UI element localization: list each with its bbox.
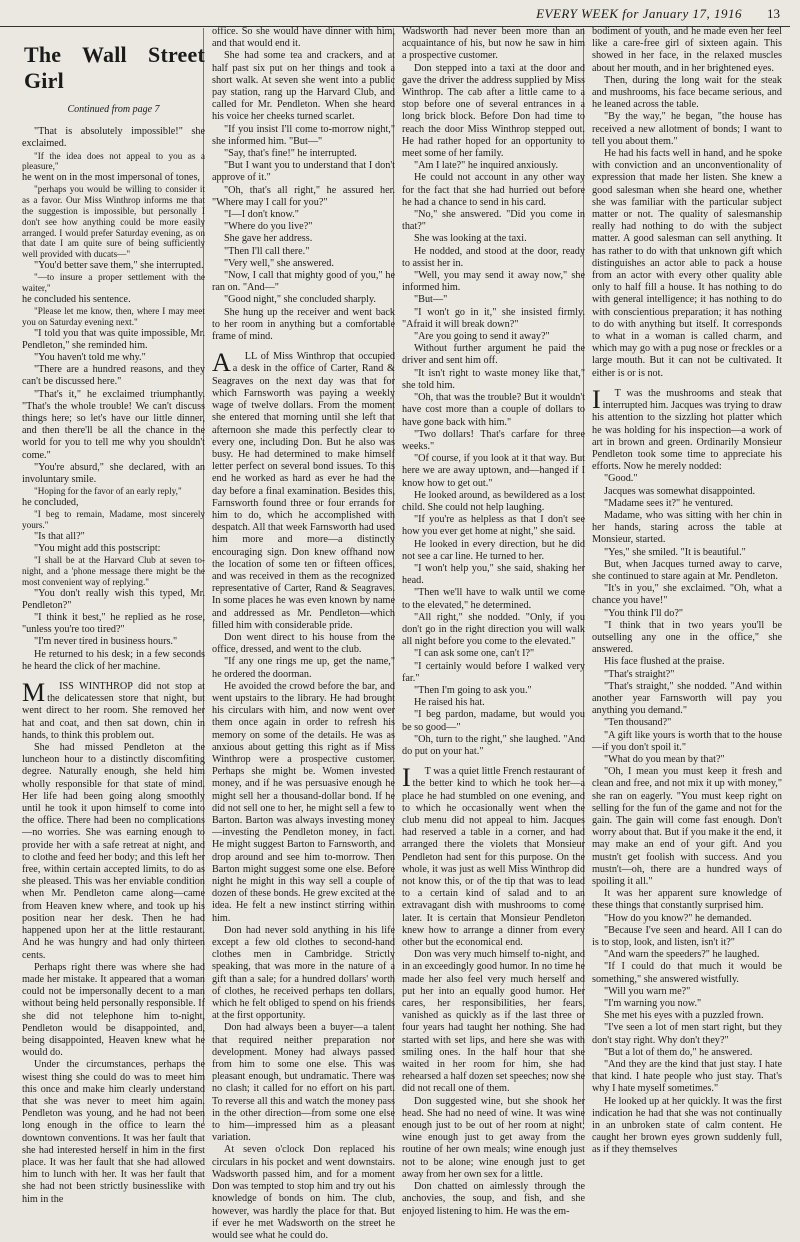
paragraph: "Yes," she smiled. "It is beautiful." <box>604 546 746 558</box>
paragraph: "Then we'll have to walk until we come to the elevated," he determined. <box>402 587 585 611</box>
paragraph: Wadsworth had never been more than an acquaintance of his, but now he saw in him a prospective customer. <box>402 26 585 62</box>
paragraph: "Well, you may send it away now," she informed him. <box>402 270 585 294</box>
paragraph: "And warn the speeders?" he laughed. <box>604 949 760 961</box>
paragraph: "I—I don't know." <box>224 209 299 221</box>
paragraph: "You're absurd," she declared, with an involuntary smile. <box>22 461 205 486</box>
paragraph: "I think it best," he replied as he rose, "unless you're too tired?" <box>22 612 205 636</box>
paragraph: Without further argument he paid the driver and sent him off. <box>402 343 585 367</box>
paragraph: "Say, that's fine!" he interrupted. <box>224 148 357 160</box>
paragraph: He could not account in any other way for the fact that she had hurried out before he had a chance to send in his card. <box>402 172 585 208</box>
paragraph: "Are you going to send it away?" <box>414 331 550 343</box>
paragraph: "Oh, that was the trouble? But it wouldn't have cost more than a couple of dollars to have gone back with him." <box>402 392 585 428</box>
section-opening: IT was a quiet little French restaurant of the better kind to which he took her—a place he had stumbled on one evening, and to which he occasionally went when the club menu did not appeal to him. Jacques had reserved a table in a corner, and had arranged there the violets that Monsieur Pendleton had sent for this purpose. On the whole, it was just as well Miss Winthrop did not know this, or of the tip that was to lead to a certain kind of salad and to an extravagant dish with mushrooms to come later. It is certain that Monsieur Pendleton knew how to arrange a dinner from every other but the economical end. <box>402 763 585 949</box>
paragraph: "Oh, that's all right," he assured her. "Where may I call for you?" <box>212 184 395 208</box>
page-header <box>0 4 790 27</box>
paragraph: She had missed Pendleton at the luncheon hour to a distinctly discomfiting degree. Naturally enough, she held him wholly responsible for that state of mind. Her life had been going along smoothly until he took it upon himself to come into the office. There had been no complications—no worries. She was earning enough to provide her with a safe retreat at night, and to clothe and feed her body; and this left her free, within certain accepted limits, to do as she pleased. This was her enviable condition when Mr. Pendleton came along—came from Heaven knew where, and took up his position near her desk. Then he had happened upon her at the little restaurant. And he was hungry and had only thirteen cents. <box>22 742 205 961</box>
paragraph: "Because I've seen and heard. All I can do is to stop, look, and listen, isn't it?" <box>592 924 782 949</box>
paragraph: "If I could do that much it would be something," she answered wistfully. <box>592 961 782 985</box>
paragraph: "But—" <box>414 294 448 306</box>
paragraph: She was looking at the taxi. <box>414 233 527 245</box>
paragraph: "If any one rings me up, get the name," he ordered the doorman. <box>212 656 395 680</box>
paragraph: "I won't help you," she said, shaking her head. <box>402 562 585 587</box>
paragraph: He returned to his desk; in a few seconds he heard the click of her machine. <box>22 648 205 672</box>
paragraph: Don stepped into a taxi at the door and gave the driver the address supplied by Miss Winthrop. The cab after a little came to a stop before one of several entrances in a long brick block. Before Don had time to reach the door Miss Winthrop stepped out. He had rather hoped for an opportunity to meet some of her family. <box>402 62 585 160</box>
paragraph: he went on in the most impersonal of tones, <box>22 172 200 184</box>
paragraph: "Is that all?" <box>34 530 85 542</box>
letter-text: "—to insure a proper settlement with the waiter," <box>22 272 205 293</box>
paragraph: "Then I'll call there." <box>224 245 310 257</box>
paragraph: "That is absolutely impossible!" she exclaimed. <box>22 126 205 150</box>
paragraph: "You haven't told me why." <box>34 351 146 363</box>
paragraph: "That's it," he exclaimed triumphantly. "That's the whole trouble! We can't discuss things here; so let's have our little dinner, and then there'll be all the chance in the world for you to tell me why you shouldn't come." <box>22 388 205 461</box>
paragraph: "Good." <box>604 473 638 485</box>
paragraph: "What do you mean by that?" <box>604 753 725 765</box>
continued-note: Continued from page 7 <box>67 104 160 115</box>
section-opening: ALL of Miss Winthrop that occupied a desk in the office of Carter, Rand & Seagraves on the next day was that for which Farnsworth was paying a weekly wage of twelve dollars. From the moment she entered that morning until she left that afternoon she made this perfectly clear to every one, including Don. But he also was busy. He had determined to make himself letter perfect on several bond issues. To this end he worked as hard as ever he had the day before a final examination. Besides this, Farnsworth found three or four errands for him to do, which he accomplished with despatch. All that week Farnsworth had used him more and more—a distinctly encouraging sign. Don knew offhand now the location of some ten or fifteen offices, and was received in them as the recognized representative of Carter, Rand & Seagraves. In some places he was even known by name and addressed as Mr. Pendleton—which filled him with considerable pride. <box>212 348 395 631</box>
paragraph: It was her apparent sure knowledge of these things that constantly surprised him. <box>592 888 782 912</box>
paragraph: He avoided the crowd before the bar, and went upstairs to the library. He had brought his circulars with him, and now went over them once again in order to refresh his memory on some of the details. He was as anxious about getting this right as if Miss Winthrop were a prospective customer. Perhaps she might be. Women invested money, and if he was persuasive enough he might sell her a thousand-dollar bond. If he did not sell one to her, he might sell a few to Barton. Barton was always investing money—investing the Pendleton money, in fact. He might suggest Barton to Farnsworth, and drop around and see him to-morrow. Then Barton might suggest some one else. Before night he might in this way sell a couple of dozen of these bonds. He grew excited at the idea. He felt a new instinct stirring within him. <box>212 680 395 924</box>
paragraph: Don was very much himself to-night, and in an exceedingly good humor. In no time he made her also feel very much herself and put her into an equally good humor. Her cares, her responsibilities, her fears, vanished as quickly as if the last three or four years had taught her nothing. She had started with set lips, and here she was with smiling ones. In the half hour that she waited in her room for him, she had rehearsed a half dozen set speeches; now she did not recall one of them. <box>402 949 586 1095</box>
paragraph: "I beg pardon, madame, but would you be so good—" <box>402 709 585 733</box>
paragraph: She met his eyes with a puzzled frown. <box>604 1010 764 1022</box>
paragraph: Don had never sold anything in his life except a few old clothes to second-hand clothes men in Cambridge. Strictly speaking, that was more in the nature of a gift than a sale; for a hundred dollars' worth of clothes, he received perhaps ten dollars, which he felt obliged to spend on his friends at the first opportunity. <box>212 924 395 1022</box>
paragraph: "Will you warn me?" <box>604 985 691 997</box>
paragraph: Then, during the long wait for the steak and mushrooms, his face became serious, and he leaned across the table. <box>592 74 782 111</box>
paragraph: "I think that in two years you'll be outselling any one in the office," she answered. <box>592 619 782 656</box>
paragraph: "Two dollars! That's carfare for three weeks." <box>402 428 585 452</box>
story-title: The Wall Street Girl <box>24 42 205 93</box>
paragraph: He had his facts well in hand, and he spoke with conviction and an unconventionality of expression that made her listen. She knew a good salesman when she heard one, whether she was familiar with the particular subject matter or not. The quality of salesmanship really had nothing to do with the subject matter. A good salesman can sell anything. It has rather to do with that unknown gift which distinguishes an actor able to pack a house from an actor with every other quality able only to half fill a house. It has nothing to do with general intelligence; it has nothing to do with conscientious preparation; it has nothing to do with anything but itself. It corresponds to what in a woman is called charm, and which may go with a pug nose or freckles or a large mouth. But it can not be cultivated. It either is or is not. <box>592 148 782 379</box>
paragraph: "Where do you live?" <box>224 221 313 233</box>
paragraph: "All right," she nodded. "Only, if you don't go in the right direction you will walk all night before you come to the elevated." <box>402 611 585 648</box>
paragraph: "Now, I call that mighty good of you," he ran on. "And—" <box>212 270 395 294</box>
paragraph: "I certainly would before I walked very far." <box>402 660 585 684</box>
column-4 <box>592 26 782 1156</box>
paragraph: "How do you know?" he demanded. <box>604 912 752 924</box>
paragraph: "Madame sees it?" he ventured. <box>604 497 734 509</box>
paragraph: "Oh, I mean you must keep it fresh and clean and free, and not mix it up with money," she ran on eagerly. "You must keep right on selling for the fun of the game and not for the gain. The gain will come fast enough. Don't worry about that. But if you make it the end, it may make an end of your gift. And you mustn't get foolish with success. And you mustn't—oh, there are a hundred ways of spoiling it all." <box>592 766 782 888</box>
paragraph: "You think I'll do?" <box>604 607 684 619</box>
paragraph: "No," she answered. "Did you come in that?" <box>402 209 585 233</box>
paragraph: "I can ask some one, can't I?" <box>414 648 535 660</box>
paragraph: She had some tea and crackers, and at half past six put on her things and took a short walk. At seven she went into a public pay station, rang up the Harvard Club, and called for Mr. Pendleton. When she heard his voice her cheeks turned scarlet. <box>212 50 395 123</box>
publication-line: EVERY WEEK for January 17, 1916 <box>536 6 742 21</box>
letter-text: "I shall be at the Harvard Club at seven to-night, and a 'phone message there might be the most convenient way of replying." <box>22 555 205 587</box>
letter-text: "Please let me know, then, where I may meet you on Saturday evening next." <box>22 305 205 327</box>
paragraph: He looked in every direction, but he did not see a car line. He turned to her. <box>402 538 585 562</box>
paragraph: "A gift like yours is worth that to the house—if you don't spoil it." <box>592 729 782 753</box>
paragraph: "Good night," she concluded sharply. <box>224 294 376 306</box>
letter-text: "perhaps you would be willing to consider it as a favor. Our Miss Winthrop informs me that the suggestion is impossible, but personally I don't see how anything could be more easily arranged. I would prefer Saturday evening, as on that date I am quite sure of being sufficiently well provided with ducats—" <box>22 184 205 260</box>
paragraph: Jacques was somewhat disappointed. <box>604 485 756 497</box>
paragraph: "I told you that was quite impossible, Mr. Pendleton," she reminded him. <box>22 327 205 351</box>
section-opening: IT was the mushrooms and steak that interrupted him. Jacques was trying to draw his attention to the sizzling hot platter which he was holding for his inspection—a work of art in brown and green. Ordinarily Monsieur Pendleton took some time to appreciate his efforts. Now he merely nodded: <box>592 384 782 473</box>
paragraph: "That's straight," she nodded. "And within another year Farnsworth will pay you anything you demand." <box>592 680 782 717</box>
paragraph: She hung up the receiver and went back to her room in anything but a comfortable frame of mind. <box>212 306 395 343</box>
paragraph: Madame, who was sitting with her chin in her hands, staring across the table at Monsieur, started. <box>592 509 782 546</box>
paragraph: Don suggested wine, but she shook her head. She had no need of wine. It was wine enough just to be out of her room at night; wine enough just to get away from the routine of her own meals; wine enough just not to be alone; wine enough just to get away from her own sex for a little. <box>402 1095 585 1180</box>
column-3 <box>402 26 586 1217</box>
paragraph: "If you insist I'll come to-morrow night," she informed him. "But—" <box>212 123 395 147</box>
paragraph: "If you're as helpless as that I don't see how you ever get home at night," she said. <box>402 514 585 538</box>
paragraph: "Ten thousand?" <box>604 717 672 729</box>
letter-text: "If the idea does not appeal to you as a pleasure," <box>22 150 205 172</box>
paragraph: "Of course, if you look at it that way. But here we are away uptown, and—hanged if I know how to get out." <box>402 453 585 489</box>
paragraph: "Oh, turn to the right," she laughed. "And do put on your hat." <box>402 733 585 757</box>
paragraph: She gave her address. <box>224 233 313 245</box>
paragraph: He raised his hat. <box>414 697 485 709</box>
paragraph: Perhaps right there was where she had made her mistake. It appeared that a woman could not be impersonally decent to a man without being held personally responsible. If she did not telephone him to-night, Pendleton would be disappointed, and, being disappointed, Heaven knew what he would do. <box>22 961 205 1059</box>
paragraph: "I've seen a lot of men start right, but they don't stay right. Why don't they?" <box>592 1022 782 1046</box>
column-1 <box>22 26 205 1205</box>
paragraph: He looked up at her quickly. It was the first indication he had that she was not continually in an unbroken state of calm content. He caught her brown eyes grown suddenly full, as if they themselves <box>592 1095 782 1156</box>
paragraph: "There are a hundred reasons, and they can't be discussed here." <box>22 364 205 388</box>
paragraph: "But I want you to understand that I don't approve of it." <box>212 160 395 184</box>
paragraph: he concluded his sentence. <box>22 293 131 305</box>
page-number: 13 <box>767 6 780 21</box>
paragraph: He looked around, as bewildered as a lost child. She could not help laughing. <box>402 489 585 513</box>
paragraph: "You don't really wish this typed, Mr. Pendleton?" <box>22 587 205 611</box>
paragraph: he concluded, <box>22 497 79 509</box>
paragraph: "Then I'm going to ask you." <box>414 684 532 696</box>
paragraph: bodiment of youth, and he made even her feel like a care-free girl of sixteen again. This showed in her face, in the relaxed muscles about her mouth, and in her brightened eyes. <box>592 26 782 74</box>
paragraph: Under the circumstances, perhaps the wisest thing she could do was to meet him this once and make him clearly understand that she was never to meet him again. Pendleton was young, and he had not been long enough in the office to learn the downtown conventions. It was her fault that she had interested herself in him in the first place. It was her fault that she had allowed him to lunch with her. It was her fault that she had not been strictly businesslike with him in the <box>22 1059 205 1205</box>
paragraph: Don went direct to his house from the office, dressed, and went to the club. <box>212 631 395 656</box>
paragraph: "I'm warning you now." <box>604 998 702 1010</box>
paragraph: He nodded, and stood at the door, ready to assist her in. <box>402 245 585 269</box>
paragraph: At seven o'clock Don replaced his circulars in his pocket and went downstairs. Wadsworth passed him, and for a moment Don was tempted to stop him and try out his knowledge of bonds on him. The club, however, was hardly the place for that. But if ever he met Wadsworth on the street he would see what he could do. <box>212 1144 395 1241</box>
paragraph: Don chatted on aimlessly through the anchovies, the soup, and fish, and she enjoyed listening to him. He was the em- <box>402 1181 585 1217</box>
paragraph: "I'm never tired in business hours." <box>34 636 178 648</box>
paragraph: office. So she would have dinner with him, and that would end it. <box>212 26 395 50</box>
paragraph: Don had always been a buyer—a talent that required neither preparation nor development. Money had always passed from him to some one else. This was pleasant enough, but undramatic. There was no clash; it called for no effort on his part. To reverse all this and watch the money pass in the other direction—from some one else to him—impressed him as a pleasant variation. <box>212 1022 395 1144</box>
paragraph: "I won't go in it," she insisted firmly. "Afraid it will break down?" <box>402 306 585 330</box>
paragraph: "By the way," he began, "the house has received a new allotment of bonds; I want to tell you about them." <box>592 111 782 147</box>
paragraph: "That's straight?" <box>604 668 675 680</box>
paragraph: "You'd better save them," she interrupted. <box>34 259 204 271</box>
letter-text: "Hoping for the favor of an early reply," <box>34 486 182 497</box>
paragraph: "And they are the kind that just stay. I hate that kind. I hate people who just stay. That's why I hate myself sometimes." <box>592 1059 782 1095</box>
paragraph: "You might add this postscript: <box>34 543 161 555</box>
letter-text: "I beg to remain, Madame, most sincerely yours." <box>22 509 205 531</box>
paragraph: "Am I late?" he inquired anxiously. <box>414 160 559 172</box>
section-opening: MISS WINTHROP did not stop at the delicatessen store that night, but went direct to her room. She removed her hat and coat, and then sat down, chin in hands, to think this problem out. <box>22 678 205 741</box>
paragraph: "But a lot of them do," he answered. <box>604 1046 753 1058</box>
column-2 <box>212 26 395 1241</box>
paragraph: His face flushed at the praise. <box>604 656 725 668</box>
paragraph: "Very well," she answered. <box>224 257 334 269</box>
paragraph: "It isn't right to waste money like that," she told him. <box>402 367 585 391</box>
paragraph: But, when Jacques turned away to carve, she continued to stare again at Mr. Pendleton. <box>592 558 782 582</box>
paragraph: "It's in you," she exclaimed. "Oh, what a chance you have!" <box>592 583 782 607</box>
